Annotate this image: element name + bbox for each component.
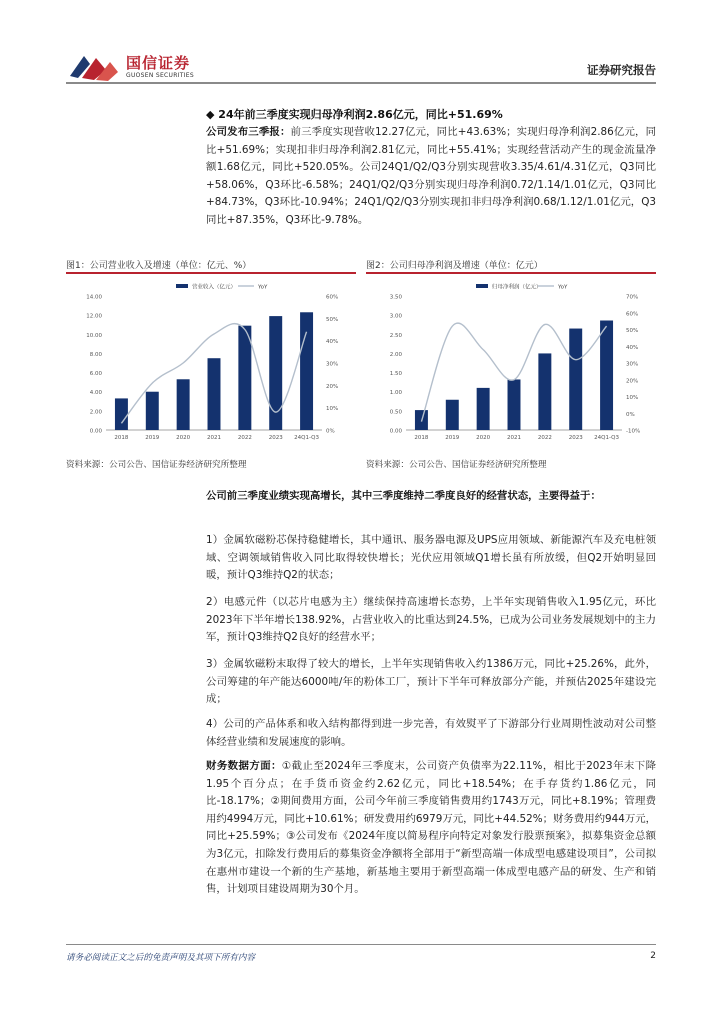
- y-left-tick-label: 12.00: [86, 313, 102, 320]
- x-tick-label: 24Q1-Q3: [294, 435, 319, 441]
- y-right-tick-label: 40%: [326, 339, 339, 346]
- header-divider: [66, 82, 656, 84]
- legend-bar-label: 归母净利润（亿元）: [492, 284, 542, 291]
- y-left-tick-label: 1.50: [389, 371, 402, 378]
- q3-results-body: 前三季度实现营收12.27亿元，同比+43.63%；实现归母净利润2.86亿元，同比+51.69%；实现扣非归母净利润2.81亿元，同比+55.41%；实现经营活动产生的现金流量净额1.68亿元，同比+520.05%。公司24Q1/Q2/Q3分别实现营收3.35/4.61/4.31亿元，Q3同比+58.06%，Q3环比-6.58%；24Q1/Q2/Q3分别实现归母净利润0.72/1.14/1.01亿元，Q3同比+84.73%，Q3环比-10.94%；24Q1/Q2/Q3分别实现扣非归母净利润0.68/1.12/1.01亿元，Q3同比+87.35%，Q3环比-9.78%。: [206, 126, 656, 226]
- y-left-tick-label: 0.00: [389, 428, 402, 435]
- bar: [446, 400, 459, 430]
- figure-1-title-rule: [66, 272, 356, 274]
- x-tick-label: 2022: [237, 435, 252, 441]
- y-left-tick-label: 14.00: [86, 294, 102, 301]
- bar: [569, 329, 582, 430]
- figure-2-source: 资料来源：公司公告、国信证券经济研究所整理: [366, 460, 547, 470]
- growth-point-1: 1）金属软磁粉芯保持稳健增长，其中通讯、服务器电源及UPS应用领域、新能源汽车及充电桩领域、空调领域销售收入同比取得较快增长；光伏应用领域Q1增长虽有所放缓，但Q2开始明显回暖，预计Q3维持Q2的状态；: [206, 534, 656, 582]
- legend-bar-label: 营业收入（亿元）: [192, 284, 237, 291]
- page-number: 2: [650, 951, 656, 961]
- q3-results-paragraph: [206, 124, 656, 230]
- growth-summary: 公司前三季度业绩实现高增长，其中三季度维持二季度良好的经营状态，主要得益于：: [206, 490, 601, 502]
- x-tick-label: 2020: [476, 435, 491, 441]
- y-right-tick-label: 40%: [626, 344, 639, 351]
- y-left-tick-label: 10.00: [86, 332, 102, 339]
- financial-data-body: ①截止至2024年三季度末，公司资产负债率为22.11%，相比于2023年末下降1.95个百分点；在手货币资金约2.62亿元，同比+18.54%；在手存货约1.86亿元，同比-18.17%；②期间费用方面，公司今年前三季度销售费用约1743万元，同比+8.19%；管理费用约4994万元，同比+10.61%；研发费用约6979万元，同比+44.52%；财务费用约944万元，同比+25.59%；③公司发布《2024年度以简易程序向特定对象发行股票预案》，拟募集资金总额为3亿元，扣除发行费用后的募集资金净额将全部用于“新型高端一体成型电感建设项目”，公司拟在惠州市建设一个新的生产基地，新基地主要用于新型高端一体成型电感产品的研发、生产和销售，计划项目建设周期为30个月。: [206, 760, 656, 896]
- y-right-tick-label: 50%: [626, 328, 639, 334]
- guosen-logo-mark-icon: [66, 50, 122, 82]
- y-left-tick-label: 2.00: [389, 351, 402, 358]
- bar: [300, 312, 313, 430]
- y-right-tick-label: 30%: [626, 361, 639, 368]
- y-right-tick-label: 50%: [326, 316, 339, 323]
- legend-line-label: YoY: [558, 284, 568, 291]
- x-tick-label: 2019: [145, 435, 160, 441]
- bar: [269, 316, 282, 430]
- y-left-tick-label: 2.50: [389, 332, 402, 339]
- logo-name-cn: 国信证券: [126, 54, 191, 72]
- financial-data-lead: 财务数据方面：: [206, 760, 282, 772]
- figure-2-title: 图2：公司归母净利润及增速（单位：亿元）: [366, 261, 543, 271]
- y-left-tick-label: 6.00: [89, 371, 102, 378]
- y-right-tick-label: 10%: [326, 406, 339, 413]
- bar: [115, 398, 128, 430]
- y-right-tick-label: 30%: [326, 361, 339, 368]
- footer-divider: [66, 944, 656, 945]
- figure-2-title-rule: [366, 272, 656, 274]
- y-left-tick-label: 3.00: [389, 313, 402, 320]
- x-tick-label: 24Q1-Q3: [594, 435, 619, 441]
- y-right-tick-label: 60%: [326, 294, 339, 301]
- y-right-tick-label: 10%: [626, 395, 639, 401]
- growth-point-3: 3）金属软磁粉末取得了较大的增长，上半年实现销售收入约1386万元，同比+25.26%，此外，公司筹建的年产能达6000吨/年的粉体工厂，预计下半年可释放部分产能，并预估2025年建设完成；: [206, 658, 656, 706]
- guosen-logo: [66, 50, 226, 84]
- bar: [477, 388, 490, 430]
- y-left-tick-label: 1.00: [389, 390, 402, 397]
- x-tick-label: 2018: [114, 435, 129, 441]
- section-heading: ◆ 24年前三季度实现归母净利润2.86亿元，同比+51.69%: [206, 108, 503, 121]
- figure-1-source: 资料来源：公司公告、国信证券经济研究所整理: [66, 460, 247, 470]
- y-right-tick-label: 0%: [326, 428, 335, 435]
- y-left-tick-label: 4.00: [89, 390, 102, 397]
- legend-bar-swatch: [176, 284, 188, 288]
- bar: [600, 321, 613, 430]
- x-tick-label: 2021: [507, 435, 521, 441]
- y-left-tick-label: 3.50: [389, 294, 402, 301]
- bar: [146, 392, 159, 430]
- revenue-chart: [66, 278, 356, 448]
- y-right-tick-label: 0%: [626, 411, 635, 418]
- x-tick-label: 2022: [537, 435, 552, 441]
- y-left-tick-label: 0.50: [389, 409, 402, 416]
- net-profit-chart: [366, 278, 656, 448]
- x-tick-label: 2019: [445, 435, 460, 441]
- bar: [177, 379, 190, 430]
- x-tick-label: 2021: [207, 435, 221, 441]
- y-right-tick-label: 70%: [626, 294, 639, 301]
- bar: [538, 353, 551, 430]
- financial-data-paragraph: [206, 758, 656, 899]
- bar: [208, 358, 221, 430]
- x-tick-label: 2023: [268, 435, 283, 441]
- x-tick-label: 2023: [568, 435, 583, 441]
- y-left-tick-label: 0.00: [89, 428, 102, 435]
- y-left-tick-label: 8.00: [89, 351, 102, 358]
- logo-name-en: GUOSEN SECURITIES: [126, 72, 195, 79]
- y-right-tick-label: 20%: [326, 383, 339, 390]
- y-right-tick-label: 20%: [626, 378, 639, 385]
- disclaimer-note: 请务必阅读正文之后的免责声明及其项下所有内容: [66, 953, 256, 963]
- x-tick-label: 2020: [176, 435, 191, 441]
- legend-bar-swatch: [476, 284, 488, 288]
- y-right-tick-label: -10%: [626, 428, 641, 435]
- x-tick-label: 2018: [414, 435, 429, 441]
- bar: [238, 326, 251, 430]
- report-type-label: 证券研究报告: [587, 63, 656, 77]
- growth-point-2: 2）电感元件（以芯片电感为主）继续保持高速增长态势，上半年实现销售收入1.95亿元，环比2023年下半年增长138.92%，占营业收入的比重达到24.5%，已成为公司业务发展规划中的主力军，预计Q3维持Q2良好的经营水平；: [206, 596, 656, 644]
- legend-line-label: YoY: [258, 284, 268, 291]
- q3-results-lead: 公司发布三季报：: [206, 126, 291, 138]
- page-header: [0, 0, 724, 84]
- y-left-tick-label: 2.00: [89, 409, 102, 416]
- bar: [508, 379, 521, 430]
- figure-1-title: 图1：公司营业收入及增速（单位：亿元、%）: [66, 261, 252, 271]
- growth-point-4: 4）公司的产品体系和收入结构都得到进一步完善，有效熨平了下游部分行业周期性波动对公司整体经营业绩和发展速度的影响。: [206, 718, 656, 748]
- y-right-tick-label: 60%: [626, 311, 639, 318]
